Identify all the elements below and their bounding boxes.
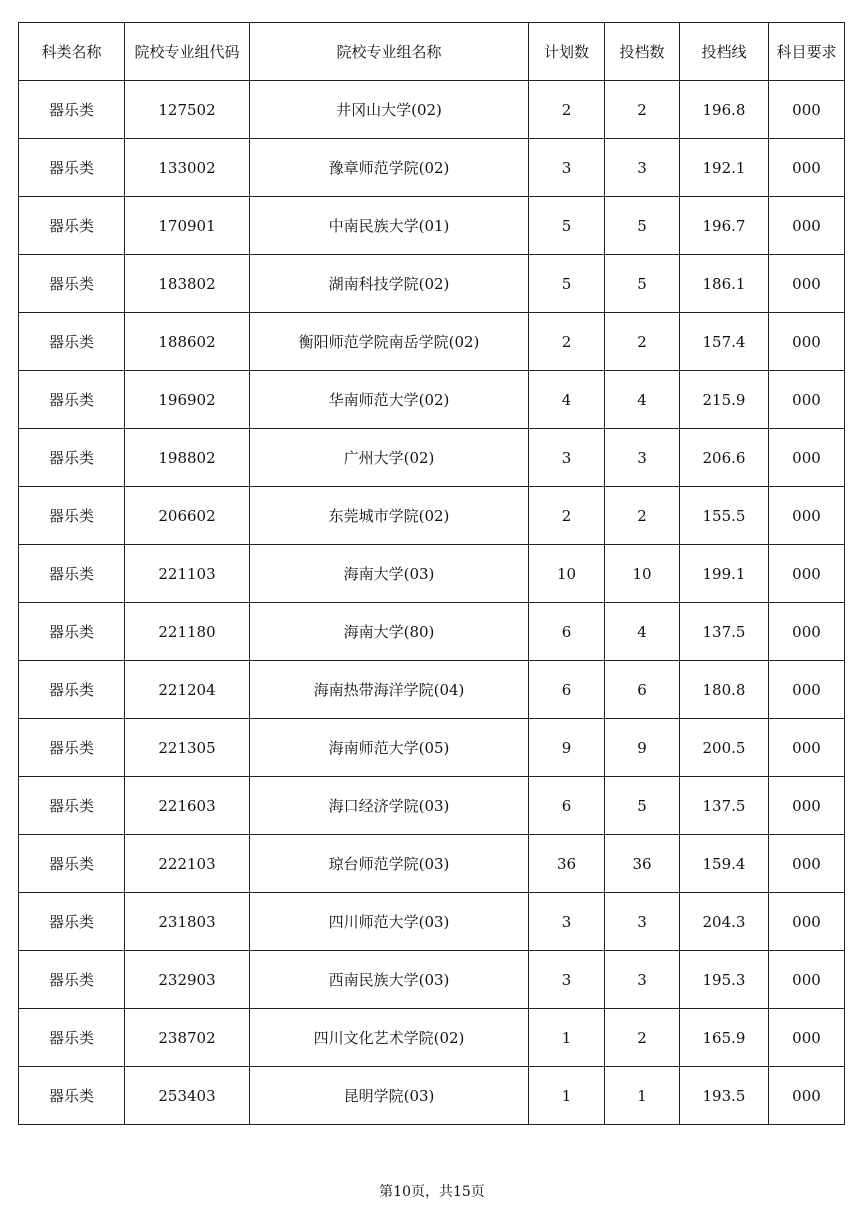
cutoff-score-cell: 137.5 [680, 777, 769, 835]
admit-count-cell: 2 [605, 81, 680, 139]
subject-requirement-cell: 000 [769, 313, 845, 371]
group-code-cell: 127502 [125, 81, 250, 139]
cutoff-score-cell: 165.9 [680, 1009, 769, 1067]
subject-requirement-cell: 000 [769, 1009, 845, 1067]
table-row [19, 1067, 845, 1125]
header-category: 科类名称 [19, 23, 125, 81]
plan-count-cell: 3 [529, 951, 605, 1009]
table-row [19, 893, 845, 951]
table-row [19, 313, 845, 371]
subject-requirement-cell: 000 [769, 835, 845, 893]
header-plan-count: 计划数 [529, 23, 605, 81]
group-name-cell: 中南民族大学(01) [250, 197, 529, 255]
group-code-cell: 206602 [125, 487, 250, 545]
subject-requirement-cell: 000 [769, 719, 845, 777]
admit-count-cell: 4 [605, 371, 680, 429]
category-cell: 器乐类 [19, 835, 125, 893]
category-cell: 器乐类 [19, 893, 125, 951]
group-code-cell: 222103 [125, 835, 250, 893]
plan-count-cell: 36 [529, 835, 605, 893]
cutoff-score-cell: 196.8 [680, 81, 769, 139]
category-cell: 器乐类 [19, 951, 125, 1009]
plan-count-cell: 3 [529, 429, 605, 487]
group-name-cell: 海口经济学院(03) [250, 777, 529, 835]
group-code-cell: 238702 [125, 1009, 250, 1067]
plan-count-cell: 2 [529, 313, 605, 371]
cutoff-score-cell: 196.7 [680, 197, 769, 255]
plan-count-cell: 2 [529, 487, 605, 545]
plan-count-cell: 3 [529, 139, 605, 197]
table-row [19, 661, 845, 719]
group-name-cell: 豫章师范学院(02) [250, 139, 529, 197]
category-cell: 器乐类 [19, 661, 125, 719]
subject-requirement-cell: 000 [769, 1067, 845, 1125]
plan-count-cell: 3 [529, 893, 605, 951]
cutoff-score-cell: 192.1 [680, 139, 769, 197]
header-row [19, 23, 845, 81]
plan-count-cell: 2 [529, 81, 605, 139]
page-number: 第10页，共15页 [379, 1184, 485, 1200]
table-row [19, 197, 845, 255]
group-code-cell: 196902 [125, 371, 250, 429]
subject-requirement-cell: 000 [769, 255, 845, 313]
admit-count-cell: 3 [605, 951, 680, 1009]
group-name-cell: 海南热带海洋学院(04) [250, 661, 529, 719]
group-code-cell: 231803 [125, 893, 250, 951]
header-group-code: 院校专业组代码 [125, 23, 250, 81]
header-group-name: 院校专业组名称 [250, 23, 529, 81]
cutoff-score-cell: 155.5 [680, 487, 769, 545]
group-name-cell: 井冈山大学(02) [250, 81, 529, 139]
table-row [19, 371, 845, 429]
cutoff-score-cell: 159.4 [680, 835, 769, 893]
group-name-cell: 海南师范大学(05) [250, 719, 529, 777]
subject-requirement-cell: 000 [769, 197, 845, 255]
table-body [19, 81, 845, 1125]
category-cell: 器乐类 [19, 81, 125, 139]
admission-table [18, 22, 845, 1125]
admit-count-cell: 9 [605, 719, 680, 777]
group-name-cell: 昆明学院(03) [250, 1067, 529, 1125]
category-cell: 器乐类 [19, 719, 125, 777]
cutoff-score-cell: 186.1 [680, 255, 769, 313]
cutoff-score-cell: 137.5 [680, 603, 769, 661]
cutoff-score-cell: 200.5 [680, 719, 769, 777]
subject-requirement-cell: 000 [769, 429, 845, 487]
subject-requirement-cell: 000 [769, 487, 845, 545]
group-name-cell: 海南大学(03) [250, 545, 529, 603]
admit-count-cell: 10 [605, 545, 680, 603]
cutoff-score-cell: 180.8 [680, 661, 769, 719]
table-row [19, 139, 845, 197]
admit-count-cell: 5 [605, 255, 680, 313]
cutoff-score-cell: 215.9 [680, 371, 769, 429]
cutoff-score-cell: 206.6 [680, 429, 769, 487]
category-cell: 器乐类 [19, 371, 125, 429]
category-cell: 器乐类 [19, 255, 125, 313]
group-code-cell: 170901 [125, 197, 250, 255]
category-cell: 器乐类 [19, 197, 125, 255]
table-row [19, 777, 845, 835]
category-cell: 器乐类 [19, 777, 125, 835]
category-cell: 器乐类 [19, 603, 125, 661]
group-code-cell: 183802 [125, 255, 250, 313]
cutoff-score-cell: 195.3 [680, 951, 769, 1009]
group-code-cell: 188602 [125, 313, 250, 371]
table-row [19, 429, 845, 487]
subject-requirement-cell: 000 [769, 893, 845, 951]
group-name-cell: 华南师范大学(02) [250, 371, 529, 429]
plan-count-cell: 1 [529, 1009, 605, 1067]
category-cell: 器乐类 [19, 545, 125, 603]
table-row [19, 487, 845, 545]
header-admit-count: 投档数 [605, 23, 680, 81]
admit-count-cell: 5 [605, 777, 680, 835]
header-cutoff-score: 投档线 [680, 23, 769, 81]
category-cell: 器乐类 [19, 429, 125, 487]
table-row [19, 255, 845, 313]
group-name-cell: 海南大学(80) [250, 603, 529, 661]
group-code-cell: 221180 [125, 603, 250, 661]
admit-count-cell: 3 [605, 893, 680, 951]
category-cell: 器乐类 [19, 139, 125, 197]
group-name-cell: 四川文化艺术学院(02) [250, 1009, 529, 1067]
subject-requirement-cell: 000 [769, 951, 845, 1009]
group-code-cell: 221103 [125, 545, 250, 603]
group-code-cell: 221305 [125, 719, 250, 777]
admit-count-cell: 3 [605, 139, 680, 197]
table-row [19, 835, 845, 893]
header-subject-requirement: 科目要求 [769, 23, 845, 81]
plan-count-cell: 9 [529, 719, 605, 777]
subject-requirement-cell: 000 [769, 371, 845, 429]
admit-count-cell: 5 [605, 197, 680, 255]
cutoff-score-cell: 157.4 [680, 313, 769, 371]
group-name-cell: 琼台师范学院(03) [250, 835, 529, 893]
plan-count-cell: 6 [529, 661, 605, 719]
admission-table-sheet [18, 22, 844, 1125]
table-row [19, 1009, 845, 1067]
admit-count-cell: 36 [605, 835, 680, 893]
category-cell: 器乐类 [19, 487, 125, 545]
group-code-cell: 221603 [125, 777, 250, 835]
plan-count-cell: 4 [529, 371, 605, 429]
category-cell: 器乐类 [19, 1067, 125, 1125]
table-row [19, 951, 845, 1009]
group-code-cell: 253403 [125, 1067, 250, 1125]
plan-count-cell: 5 [529, 197, 605, 255]
plan-count-cell: 10 [529, 545, 605, 603]
subject-requirement-cell: 000 [769, 777, 845, 835]
group-code-cell: 133002 [125, 139, 250, 197]
group-code-cell: 198802 [125, 429, 250, 487]
group-name-cell: 四川师范大学(03) [250, 893, 529, 951]
group-name-cell: 湖南科技学院(02) [250, 255, 529, 313]
subject-requirement-cell: 000 [769, 545, 845, 603]
plan-count-cell: 5 [529, 255, 605, 313]
subject-requirement-cell: 000 [769, 603, 845, 661]
group-name-cell: 衡阳师范学院南岳学院(02) [250, 313, 529, 371]
cutoff-score-cell: 204.3 [680, 893, 769, 951]
subject-requirement-cell: 000 [769, 139, 845, 197]
subject-requirement-cell: 000 [769, 81, 845, 139]
group-code-cell: 232903 [125, 951, 250, 1009]
table-row [19, 545, 845, 603]
plan-count-cell: 6 [529, 603, 605, 661]
subject-requirement-cell: 000 [769, 661, 845, 719]
category-cell: 器乐类 [19, 1009, 125, 1067]
table-row [19, 81, 845, 139]
group-code-cell: 221204 [125, 661, 250, 719]
table-header [19, 23, 845, 81]
cutoff-score-cell: 193.5 [680, 1067, 769, 1125]
plan-count-cell: 6 [529, 777, 605, 835]
admit-count-cell: 1 [605, 1067, 680, 1125]
cutoff-score-cell: 199.1 [680, 545, 769, 603]
admit-count-cell: 6 [605, 661, 680, 719]
group-name-cell: 西南民族大学(03) [250, 951, 529, 1009]
group-name-cell: 东莞城市学院(02) [250, 487, 529, 545]
plan-count-cell: 1 [529, 1067, 605, 1125]
admit-count-cell: 2 [605, 313, 680, 371]
group-name-cell: 广州大学(02) [250, 429, 529, 487]
table-row [19, 719, 845, 777]
admit-count-cell: 3 [605, 429, 680, 487]
admit-count-cell: 2 [605, 487, 680, 545]
table-row [19, 603, 845, 661]
category-cell: 器乐类 [19, 313, 125, 371]
admit-count-cell: 4 [605, 603, 680, 661]
admit-count-cell: 2 [605, 1009, 680, 1067]
